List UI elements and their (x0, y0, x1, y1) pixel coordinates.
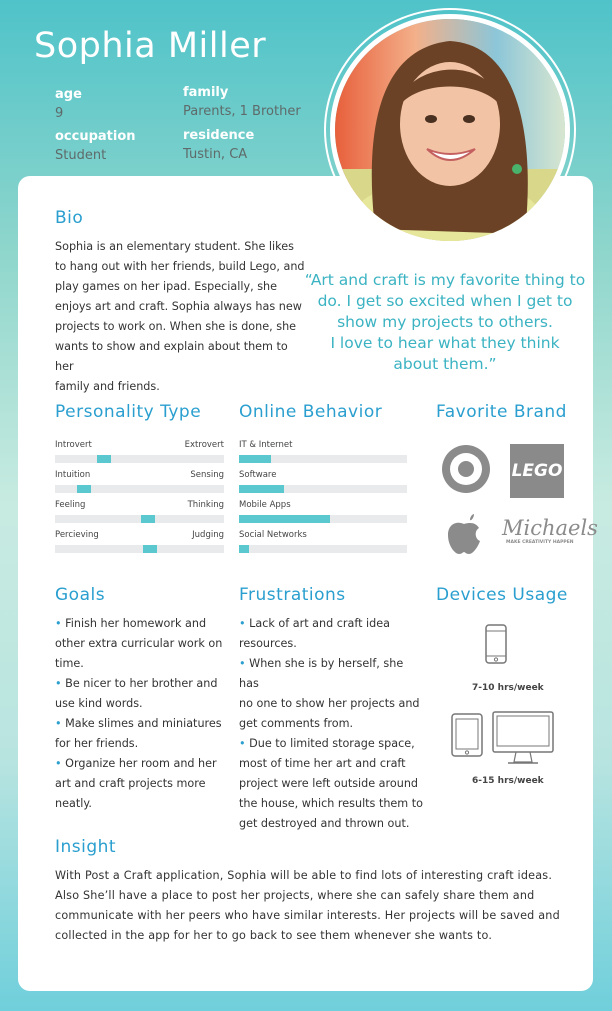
goals-line (55, 674, 230, 694)
insight-heading: Insight (55, 837, 117, 857)
tablet-desktop-usage-hours: 6-15 hrs/week (472, 776, 544, 786)
persona-quote (302, 270, 588, 375)
michaels-tagline: MAKE CREATIVITY HAPPEN (506, 540, 574, 545)
personality-bar-track (55, 545, 224, 553)
personality-heading: Personality Type (55, 402, 202, 422)
personality-right-label: Thinking (187, 500, 224, 510)
goals-line-text: Organize her room and her (65, 757, 217, 770)
goals-line-text: other extra curricular work on (55, 637, 223, 650)
goals-line-text: Make slimes and miniatures (65, 717, 222, 730)
goals-line (55, 794, 230, 814)
occupation-label: occupation (55, 129, 136, 144)
personality-bar-marker (77, 485, 91, 493)
goals-list (55, 614, 230, 814)
bullet-icon: • (55, 717, 66, 730)
frustrations-line-text: the house, which results them to (239, 797, 423, 810)
frustrations-heading: Frustrations (239, 585, 346, 605)
goals-line (55, 754, 230, 774)
frustrations-line (239, 794, 424, 814)
age-label: age (55, 87, 82, 102)
online-label: Social Networks (239, 530, 307, 540)
online-bar-track (239, 545, 407, 553)
online-bar-track (239, 455, 407, 463)
personality-left-label: Introvert (55, 440, 92, 450)
frustrations-line-text: most of time her art and craft (239, 757, 406, 770)
insight-line: collected in the app for her to go back to see them whenever she wants to. (55, 929, 493, 942)
lego-logo (510, 444, 564, 498)
personality-right-label: Judging (192, 530, 224, 540)
personality-bar-track (55, 485, 224, 493)
family-value: Parents, 1 Brother (183, 104, 301, 119)
goals-line-text: art and craft projects more (55, 777, 206, 790)
bullet-icon: • (55, 617, 66, 630)
occupation-value: Student (55, 148, 107, 163)
online-label: Mobile Apps (239, 500, 291, 510)
quote-line: about them.” (393, 355, 497, 373)
frustrations-list (239, 614, 424, 834)
bio-line: wants to show and explain about them to her (55, 340, 288, 373)
online-bar-track (239, 485, 407, 493)
frustrations-line (239, 754, 424, 774)
insight-text (55, 866, 585, 946)
bio-line: enjoys art and craft. Sophia always has new (55, 300, 302, 313)
frustrations-line (239, 634, 424, 654)
persona-name: Sophia Miller (34, 26, 267, 66)
goals-line-text: time. (55, 657, 84, 670)
goals-line (55, 734, 230, 754)
frustrations-line (239, 734, 424, 754)
online-bar-fill (239, 515, 330, 523)
frustrations-line-text: Due to limited storage space, (249, 737, 415, 750)
bio-line: to hang out with her friends, build Lego, and (55, 260, 305, 273)
frustrations-line (239, 614, 424, 634)
personality-bar-marker (143, 545, 157, 553)
apple-logo (446, 514, 482, 558)
frustrations-line-text: When she is by herself, she has (239, 657, 404, 690)
goals-line-text: Be nicer to her brother and (65, 677, 218, 690)
goals-line (55, 694, 230, 714)
online-heading: Online Behavior (239, 402, 383, 422)
michaels-logo-text: Michaels (502, 516, 598, 540)
online-bar-fill (239, 545, 249, 553)
goals-line-text: Finish her homework and (65, 617, 207, 630)
bio-line: play games on her ipad. Especially, she (55, 280, 278, 293)
frustrations-line-text: resources. (239, 637, 297, 650)
goals-line (55, 774, 230, 794)
avatar (330, 14, 570, 246)
frustrations-line-text: Lack of art and craft idea (249, 617, 391, 630)
personality-bar-marker (97, 455, 111, 463)
bio-text (55, 237, 305, 397)
desktop-icon (492, 711, 554, 769)
personality-bar-track (55, 515, 224, 523)
personality-left-label: Percieving (55, 530, 99, 540)
goals-heading: Goals (55, 585, 106, 605)
frustrations-line (239, 814, 424, 834)
bio-line: family and friends. (55, 380, 160, 393)
personality-right-label: Sensing (190, 470, 224, 480)
frustrations-line-text: get destroyed and thrown out. (239, 817, 410, 830)
goals-line (55, 714, 230, 734)
lego-logo-text: LEGO (511, 461, 563, 481)
bio-line: projects to work on. When she is done, she (55, 320, 297, 333)
age-value: 9 (55, 106, 64, 121)
frustrations-line (239, 774, 424, 794)
goals-line (55, 654, 230, 674)
online-label: Software (239, 470, 277, 480)
target-logo (441, 444, 491, 498)
quote-line: “Art and craft is my favorite thing to (304, 271, 586, 289)
frustrations-line-text: project were left outside around (239, 777, 419, 790)
personality-bar-track (55, 455, 224, 463)
bio-heading: Bio (55, 208, 84, 228)
bullet-icon: • (55, 677, 66, 690)
bullet-icon: • (55, 757, 66, 770)
family-label: family (183, 85, 229, 100)
frustrations-line (239, 654, 424, 694)
quote-line: I love to hear what they think (330, 334, 560, 352)
insight-line: Also She’ll have a place to post her projects, where she can safely share them and (55, 889, 535, 902)
phone-usage-hours: 7-10 hrs/week (472, 683, 544, 693)
frustrations-line (239, 714, 424, 734)
goals-line (55, 614, 230, 634)
personality-right-label: Extrovert (184, 440, 224, 450)
online-bar-track (239, 515, 407, 523)
online-bar-fill (239, 455, 271, 463)
goals-line-text: for her friends. (55, 737, 139, 750)
residence-value: Tustin, CA (183, 147, 248, 162)
quote-line: do. I get so excited when I get to (317, 292, 573, 310)
insight-line: communicate with her peers who have similar interests. Her projects will be saved and (55, 909, 560, 922)
devices-heading: Devices Usage (436, 585, 568, 605)
online-bar-fill (239, 485, 284, 493)
tablet-icon (451, 713, 483, 761)
phone-icon (485, 624, 507, 668)
goals-line-text: use kind words. (55, 697, 143, 710)
online-label: IT & Internet (239, 440, 293, 450)
quote-line: show my projects to others. (337, 313, 553, 331)
frustrations-line (239, 694, 424, 714)
frustrations-line-text: get comments from. (239, 717, 354, 730)
residence-label: residence (183, 128, 255, 143)
bio-line: Sophia is an elementary student. She likes (55, 240, 294, 253)
goals-line-text: neatly. (55, 797, 92, 810)
michaels-logo (502, 516, 598, 545)
brand-heading: Favorite Brand (436, 402, 567, 422)
goals-line (55, 634, 230, 654)
bullet-icon: • (239, 737, 250, 750)
personality-bar-marker (141, 515, 155, 523)
insight-line: With Post a Craft application, Sophia will be able to find lots of interesting craft ideas. (55, 869, 553, 882)
frustrations-line-text: no one to show her projects and (239, 697, 420, 710)
bullet-icon: • (239, 657, 250, 670)
personality-left-label: Intuition (55, 470, 91, 480)
bullet-icon: • (239, 617, 250, 630)
personality-left-label: Feeling (55, 500, 86, 510)
